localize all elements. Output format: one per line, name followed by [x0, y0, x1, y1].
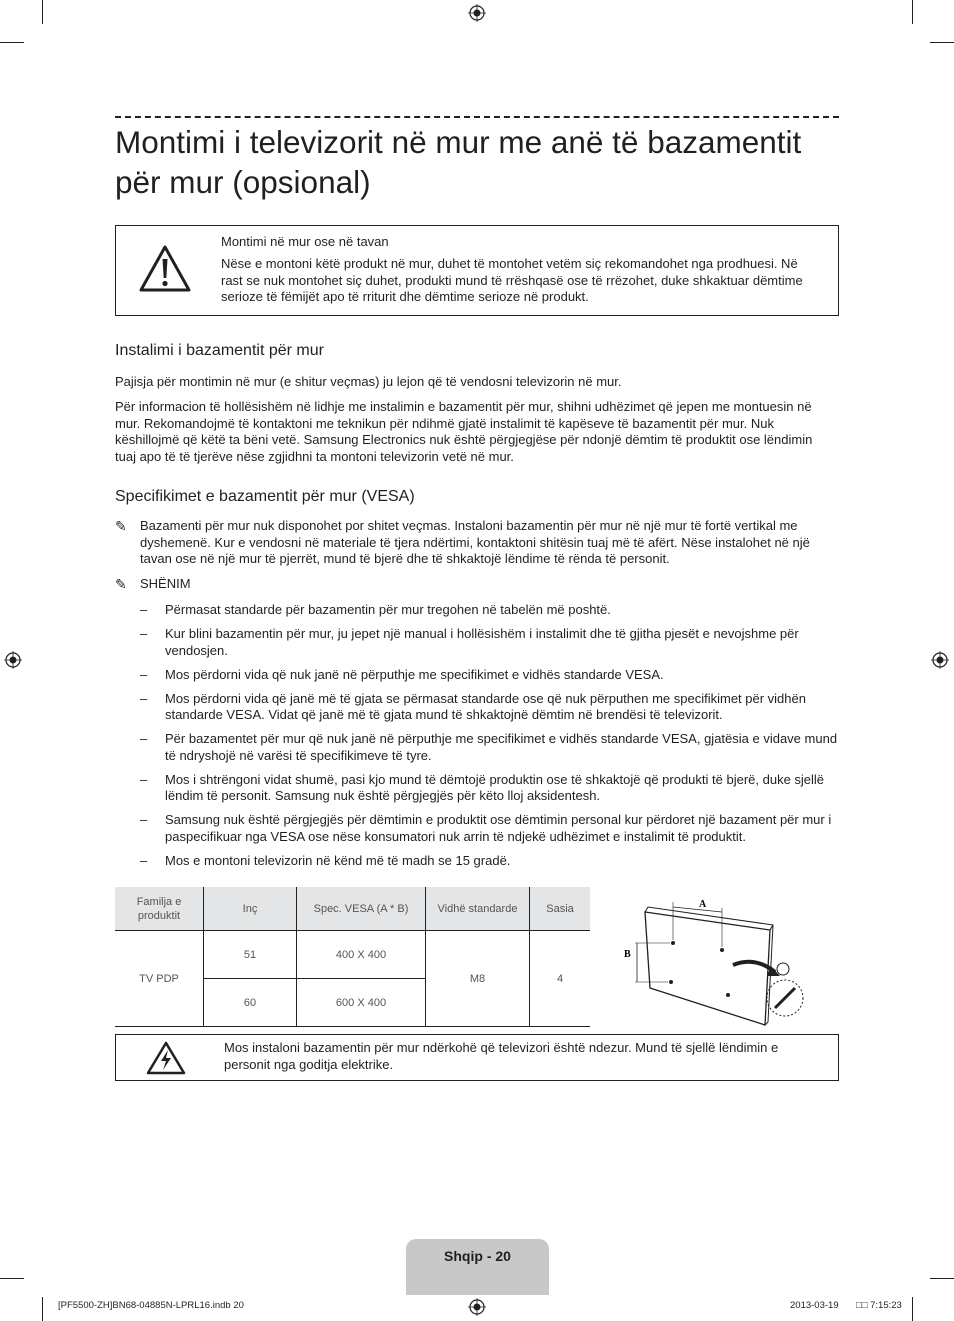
note-list-item — [140, 772, 840, 805]
dash-bullet: – — [140, 852, 148, 868]
dash-bullet: – — [140, 666, 148, 682]
table-row — [115, 931, 590, 979]
table-cell: 4 — [530, 931, 591, 1027]
note-label: SHËNIM — [140, 576, 191, 591]
footer-filename: [PF5500-ZH]BN68-04885N-LPRL16.indb 20 — [58, 1300, 244, 1311]
note-list-item — [140, 667, 840, 684]
dash-bullet: – — [140, 812, 148, 827]
crop-mark — [930, 42, 954, 43]
registration-mark-icon — [931, 651, 949, 669]
footer-date: 2013-03-19 — [790, 1300, 839, 1311]
crop-mark — [42, 1297, 43, 1321]
table-cell: TV PDP — [115, 931, 204, 1027]
crop-mark — [930, 1278, 954, 1279]
note-list-item — [140, 602, 840, 619]
paragraph: Pajisja për montimin në mur (e shitur veçmas) ju lejon që të vendosni televizorin në mur. — [115, 374, 622, 389]
table-cell: 600 X 400 — [297, 979, 426, 1027]
table-cell: 51 — [204, 931, 297, 979]
dimension-b-label: B — [624, 949, 631, 960]
vesa-table — [115, 887, 590, 1027]
table-cell: 60 — [204, 979, 297, 1027]
note-list-item — [140, 731, 840, 764]
note-list-item — [140, 853, 840, 870]
crop-mark — [0, 42, 24, 43]
electric-warning-text: Mos instaloni bazamentin për mur ndërkohë që televizori është ndezur. Mund të sjellë lëndimin e personit nga goditja elektrike. — [224, 1040, 779, 1072]
notes-list — [140, 602, 840, 877]
crop-mark — [912, 0, 913, 24]
page-number-tab: Shqip - 20 — [406, 1239, 549, 1295]
note-list-text: Samsung nuk është përgjegjës për dëmtimin e produktit ose dëmtimin personal kur përdoret një bazament për mur i paspecifikuar nga VESA ose nëse konsumatori nuk arrin të ndjekë udhëzimet e instalimit të produktit. — [165, 812, 832, 844]
note-list-text: Mos e montoni televizorin në kënd më të madh se 15 gradë. — [165, 852, 511, 868]
crop-mark — [912, 1297, 913, 1321]
crop-mark — [42, 0, 43, 24]
note-list-text: Kur blini bazamentin për mur, ju jepet një manual i hollësishëm i instalimit dhe të gjitha pjesët e nevojshme për vendosjen. — [165, 626, 799, 658]
pencil-note-icon: ✎ — [115, 518, 127, 534]
table-header: Inç — [204, 887, 297, 931]
electric-warning-box — [115, 1034, 839, 1081]
table-cell: 400 X 400 — [297, 931, 426, 979]
table-cell: M8 — [426, 931, 530, 1027]
section-heading-vesa: Specifikimet e bazamentit për mur (VESA) — [115, 488, 415, 505]
section-heading-installation: Instalimi i bazamentit për mur — [115, 342, 324, 359]
pencil-note-icon: ✎ — [115, 576, 127, 592]
note-list-item — [140, 812, 840, 845]
note-list-item — [140, 691, 840, 724]
table-header: Vidhë standarde — [426, 887, 530, 931]
registration-mark-icon — [4, 651, 22, 669]
page-title: Montimi i televizorit në mur me anë të bazamentit për mur (opsional) — [115, 124, 802, 200]
title-rule — [115, 116, 839, 118]
warning-text: Nëse e montoni këtë produkt në mur, duhet të montohet vetëm siç rekomandohet nga prodhuesi. Në rast se nuk montohet siç duhet, produkti mund të rrëshqasë ose të rrëzohet, duke shkaktuar dëmtime serioze të fëmijët apo të rriturit dhe dëmtime serioze në produkt. — [221, 256, 803, 304]
wall-mount-diagram — [615, 890, 815, 1030]
warning-box — [115, 225, 839, 316]
warning-triangle-icon — [138, 244, 192, 294]
electric-shock-icon — [146, 1041, 186, 1075]
paragraph: Për informacion të hollësishëm në lidhje me instalimin e bazamentit për mur, shihni udhëzimet që jepen me montuesin në mur. Rekomandojmë të kontaktoni me teknikun për ndihmë gjatë instalimit të kapëseve të bazamentit për mur. Nuk këshillojmë që këtë ta bëni vetë. Samsung Electronics nuk është përgjegjëse për ndonjë dëmtim të produktit ose lëndimin tuaj apo të të tjerëve nëse zgjidhni ta montoni televizorin vetë në mur. — [115, 399, 813, 464]
crop-mark — [0, 1278, 24, 1279]
footer-time: □□ 7:15:23 — [856, 1300, 902, 1311]
dimension-a-label: A — [699, 899, 707, 910]
note-list-text: Mos i shtrëngoni vidat shumë, pasi kjo mund të dëmtojë produktin ose të shkaktojë që produkti të bjerë, duke sjellë lëndim të personit. Samsung nuk është përgjegjës për këto lloj aksidentesh. — [165, 771, 825, 803]
registration-mark-icon — [468, 4, 486, 22]
note-text: Bazamenti për mur nuk disponohet por shitet veçmas. Instaloni bazamentin për mur në një mur të fortë vertikal me dyshemenë. Kur e vendosni në materiale të tjera ndërtimi, kontaktoni shitësin tuaj më të afërt. Nëse instalohet në një tavan ose në një mur të pjerrët, mund të bjerë dhe të shkaktojë lëndime të rënda të personit. — [140, 518, 810, 566]
table-header: Familja e produktit — [115, 887, 204, 931]
dash-bullet: – — [140, 771, 148, 787]
table-header: Sasia — [530, 887, 591, 931]
registration-mark-icon — [468, 1298, 486, 1316]
note-list-text: Mos përdorni vida që nuk janë në përputhje me specifikimet e vidhës standarde VESA. — [165, 666, 664, 682]
warning-heading: Montimi në mur ose në tavan — [221, 234, 389, 249]
note-list-item — [140, 626, 840, 659]
tv-back-panel — [645, 912, 770, 1025]
dash-bullet: – — [140, 602, 148, 617]
note-list-text: Mos përdorni vida që janë më të gjata se përmasat standarde ose që nuk përputhen me specifikimet për vidhën standarde VESA. Vidat që janë më të gjata mund të shkaktojnë dëmtim në brendësi të televizorit. — [165, 690, 806, 722]
note-list-text: Për bazamentet për mur që nuk janë në përputhje me specifikimet e vidhës standarde VESA, gjatësia e vidave mund të ndryshojë në varësi të specifikimeve të tyre. — [165, 731, 838, 763]
dash-bullet: – — [140, 731, 148, 746]
table-header: Spec. VESA (A * B) — [297, 887, 426, 931]
note-list-text: Përmasat standarde për bazamentin për mur tregohen në tabelën më poshtë. — [165, 602, 611, 617]
dash-bullet: – — [140, 626, 148, 641]
dash-bullet: – — [140, 690, 148, 706]
